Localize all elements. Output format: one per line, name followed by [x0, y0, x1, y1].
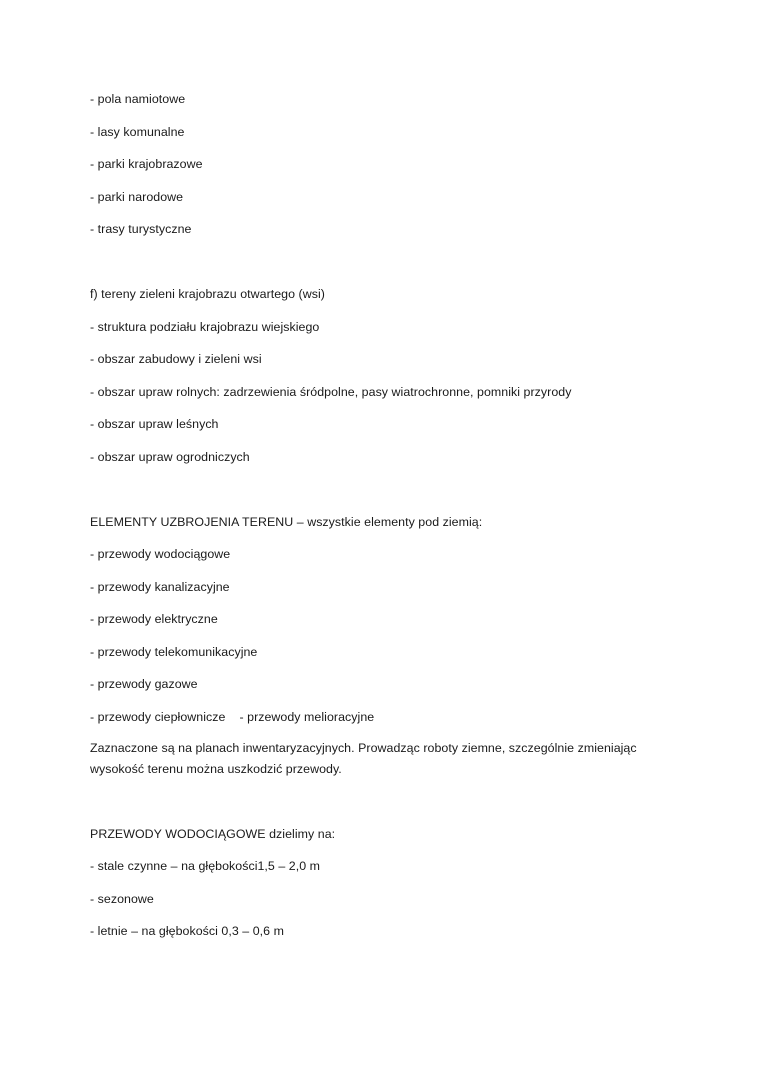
- section-f-heading: f) tereny zieleni krajobrazu otwartego (wsi): [90, 287, 325, 301]
- list-item: - obszar upraw ogrodniczych: [90, 450, 250, 464]
- list-item: - lasy komunalne: [90, 125, 185, 139]
- list-item: - struktura podziału krajobrazu wiejskiego: [90, 320, 320, 334]
- list-item: - stale czynne – na głębokości1,5 – 2,0 m: [90, 859, 321, 873]
- list-item: - pola namiotowe: [90, 92, 186, 106]
- list-item: - przewody gazowe: [90, 677, 198, 691]
- list-item: - obszar upraw leśnych: [90, 417, 219, 431]
- list-item: - przewody kanalizacyjne: [90, 580, 230, 594]
- wodociagowe-heading: PRZEWODY WODOCIĄGOWE dzielimy na:: [90, 827, 336, 841]
- list-item: - przewody ciepłownicze: [90, 710, 226, 724]
- list-item: - obszar zabudowy i zieleni wsi: [90, 352, 262, 366]
- list-item-pair: [90, 709, 374, 725]
- list-item: - sezonowe: [90, 892, 154, 906]
- list-item: - przewody telekomunikacyjne: [90, 645, 258, 659]
- uzbrojenie-heading: ELEMENTY UZBROJENIA TERENU – wszystkie elementy pod ziemią:: [90, 515, 483, 529]
- list-item: - parki krajobrazowe: [90, 157, 203, 171]
- list-item: - parki narodowe: [90, 190, 184, 204]
- uzbrojenie-note: Zaznaczone są na planach inwentaryzacyjnych. Prowadząc roboty ziemne, szczególnie zmieniając wysokość terenu można uszkodzić przewody.: [90, 741, 637, 776]
- list-item: - letnie – na głębokości 0,3 – 0,6 m: [90, 924, 284, 938]
- list-item: - przewody melioracyjne: [239, 710, 375, 724]
- list-item: - przewody wodociągowe: [90, 547, 231, 561]
- list-item: - obszar upraw rolnych: zadrzewienia śródpolne, pasy wiatrochronne, pomniki przyrody: [90, 385, 572, 399]
- list-item: - przewody elektryczne: [90, 612, 218, 626]
- list-item: - trasy turystyczne: [90, 222, 192, 236]
